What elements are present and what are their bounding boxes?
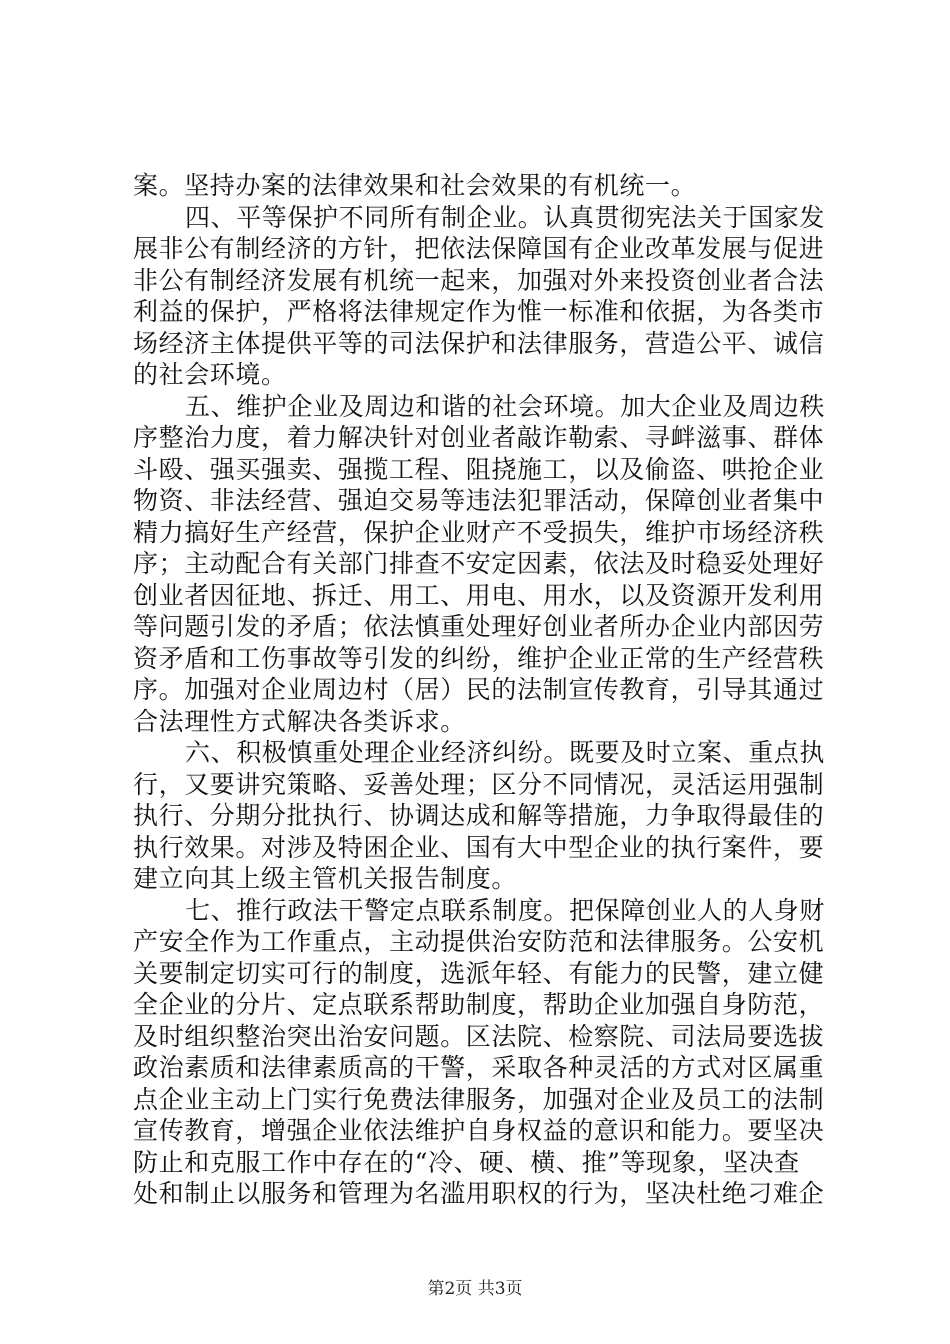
text-line: 关要制定切实可行的制度，选派年轻、有能力的民警，建立健 — [133, 958, 825, 988]
text-line: 案。坚持办案的法律效果和社会效果的有机统一。 — [133, 171, 697, 200]
text-line: 点企业主动上门实行免费法律服务，加强对企业及员工的法制 — [133, 1084, 825, 1114]
text-line: 利益的保护，严格将法律规定作为惟一标准和依据，为各类市 — [133, 297, 825, 326]
text-line: 精力搞好生产经营，保护企业财产不受损失，维护市场经济秩 — [133, 517, 825, 547]
text-line: 合法理性方式解决各类诉求。 — [133, 706, 466, 736]
text-line: 宣传教育，增强企业依法维护自身权益的意识和能力。要坚决 — [133, 1116, 825, 1145]
text-line: 行，又要讲究策略、妥善处理；区分不同情况，灵活运用强制 — [133, 769, 825, 799]
text-line: 创业者因征地、拆迁、用工、用电、用水，以及资源开发利用 — [133, 580, 825, 610]
text-line: 资矛盾和工伤事故等引发的纠纷，维护企业正常的生产经营秩 — [133, 643, 825, 673]
text-line: 展非公有制经济的方针，把依法保障国有企业改革发展与促进 — [133, 234, 825, 263]
text-line: 防止和克服工作中存在的“冷、硬、横、推”等现象，坚决查 — [133, 1147, 800, 1177]
text-line: 执行、分期分批执行、协调达成和解等措施，力争取得最佳的 — [133, 801, 825, 830]
text-line: 序；主动配合有关部门排查不安定因素，依法及时稳妥处理好 — [133, 549, 825, 578]
text-line: 处和制止以服务和管理为名滥用职权的行为，坚决杜绝刁难企 — [133, 1179, 825, 1208]
text-line: 物资、非法经营、强迫交易等违法犯罪活动，保障创业者集中 — [133, 486, 825, 515]
text-line: 序整治力度，着力解决针对创业者敲诈勒索、寻衅滋事、群体 — [133, 423, 825, 452]
paragraph-start-line: 五、维护企业及周边和谐的社会环境。加大企业及周边秩 — [185, 391, 826, 421]
text-line: 斗殴、强买强卖、强揽工程、阻挠施工，以及偷盗、哄抢企业 — [133, 454, 825, 484]
paragraph-start-line: 六、积极慎重处理企业经济纠纷。既要及时立案、重点执 — [185, 738, 826, 767]
document-body — [133, 170, 833, 1210]
text-line: 非公有制经济发展有机统一起来，加强对外来投资创业者合法 — [133, 265, 825, 295]
text-line: 政治素质和法律素质高的干警，采取各种灵活的方式对区属重 — [133, 1053, 825, 1082]
text-line: 执行效果。对涉及特困企业、国有大中型企业的执行案件，要 — [133, 832, 825, 862]
paragraph-start-line: 七、推行政法干警定点联系制度。把保障创业人的人身财 — [185, 895, 826, 925]
page-footer: 第2页 共3页 — [427, 1279, 523, 1299]
text-line: 全企业的分片、定点联系帮助制度，帮助企业加强自身防范， — [133, 990, 825, 1019]
text-line: 建立向其上级主管机关报告制度。 — [133, 864, 518, 893]
paragraph-start-line: 四、平等保护不同所有制企业。认真贯彻宪法关于国家发 — [185, 202, 826, 232]
text-line: 场经济主体提供平等的司法保护和法律服务，营造公平、诚信 — [133, 328, 825, 358]
text-line: 序。加强对企业周边村（居）民的法制宣传教育，引导其通过 — [133, 675, 825, 704]
text-line: 的社会环境。 — [133, 360, 287, 389]
text-line: 产安全作为工作重点，主动提供治安防范和法律服务。公安机 — [133, 927, 825, 956]
text-line: 及时组织整治突出治安问题。区法院、检察院、司法局要选拔 — [133, 1021, 825, 1051]
text-line: 等问题引发的矛盾；依法慎重处理好创业者所办企业内部因劳 — [133, 612, 825, 641]
